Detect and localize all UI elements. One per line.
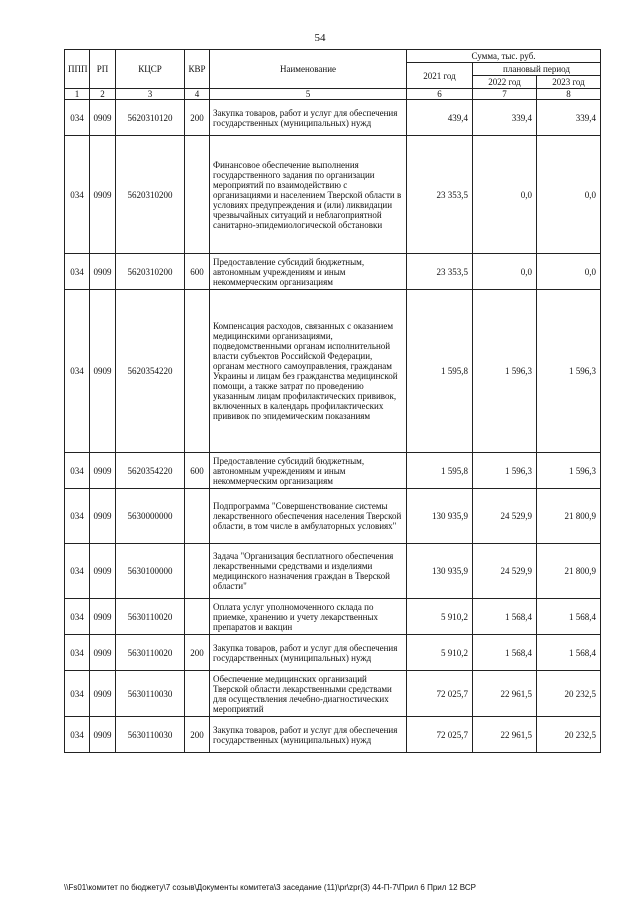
column-index: 2 — [90, 89, 116, 100]
cell-amount-2022: 24 529,9 — [473, 489, 537, 544]
cell-amount-2022: 0,0 — [473, 136, 537, 254]
cell-kcsr: 5630110020 — [116, 599, 185, 635]
cell-amount-2022: 24 529,9 — [473, 544, 537, 599]
cell-amount-2023: 1 568,4 — [537, 635, 601, 671]
header-rp: РП — [90, 50, 116, 89]
cell-amount-2021: 72 025,7 — [407, 671, 473, 717]
cell-rp: 0909 — [90, 544, 116, 599]
cell-rp: 0909 — [90, 136, 116, 254]
cell-kvr: 200 — [185, 635, 210, 671]
cell-kcsr: 5630100000 — [116, 544, 185, 599]
cell-kcsr: 5620310200 — [116, 254, 185, 290]
cell-amount-2021: 130 935,9 — [407, 489, 473, 544]
cell-kvr — [185, 136, 210, 254]
cell-rp: 0909 — [90, 671, 116, 717]
header-kvr: КВР — [185, 50, 210, 89]
cell-amount-2022: 339,4 — [473, 100, 537, 136]
column-index: 6 — [407, 89, 473, 100]
cell-amount-2023: 1 596,3 — [537, 290, 601, 453]
cell-amount-2023: 0,0 — [537, 136, 601, 254]
cell-name: Закупка товаров, работ и услуг для обеспечения государственных (муниципальных) нужд — [210, 635, 407, 671]
cell-rp: 0909 — [90, 100, 116, 136]
cell-ppp: 034 — [65, 254, 90, 290]
cell-name: Оплата услуг уполномоченного склада по приемке, хранению и учету лекарственных препаратов и вакцин — [210, 599, 407, 635]
cell-rp: 0909 — [90, 254, 116, 290]
cell-kcsr: 5620354220 — [116, 453, 185, 489]
cell-rp: 0909 — [90, 717, 116, 753]
table-row — [65, 254, 601, 290]
cell-ppp: 034 — [65, 489, 90, 544]
cell-amount-2022: 1 568,4 — [473, 635, 537, 671]
cell-name: Закупка товаров, работ и услуг для обеспечения государственных (муниципальных) нужд — [210, 100, 407, 136]
cell-ppp: 034 — [65, 453, 90, 489]
cell-kvr — [185, 290, 210, 453]
column-index: 1 — [65, 89, 90, 100]
table-row — [65, 136, 601, 254]
cell-kcsr: 5620310200 — [116, 136, 185, 254]
table-row — [65, 100, 601, 136]
cell-rp: 0909 — [90, 635, 116, 671]
cell-amount-2023: 1 568,4 — [537, 599, 601, 635]
header-year-2021: 2021 год — [407, 63, 473, 89]
cell-kvr: 600 — [185, 453, 210, 489]
cell-ppp: 034 — [65, 100, 90, 136]
cell-name: Задача "Организация бесплатного обеспечения лекарственными средствами и изделиями медицинского назначения граждан в Тверской области" — [210, 544, 407, 599]
cell-rp: 0909 — [90, 489, 116, 544]
page-number: 54 — [314, 32, 326, 44]
column-index: 5 — [210, 89, 407, 100]
table-row — [65, 453, 601, 489]
cell-amount-2022: 22 961,5 — [473, 717, 537, 753]
cell-name: Закупка товаров, работ и услуг для обеспечения государственных (муниципальных) нужд — [210, 717, 407, 753]
table-header — [65, 50, 601, 100]
cell-kvr: 200 — [185, 100, 210, 136]
cell-kcsr: 5620310120 — [116, 100, 185, 136]
cell-kvr — [185, 599, 210, 635]
cell-kvr: 200 — [185, 717, 210, 753]
table-row — [65, 635, 601, 671]
cell-ppp: 034 — [65, 544, 90, 599]
table-body — [65, 100, 601, 753]
cell-ppp: 034 — [65, 635, 90, 671]
cell-rp: 0909 — [90, 453, 116, 489]
cell-name: Обеспечение медицинских организаций Тверской области лекарственными средствами для осуществления лечебно-диагностических мероприятий — [210, 671, 407, 717]
cell-ppp: 034 — [65, 599, 90, 635]
cell-amount-2023: 20 232,5 — [537, 717, 601, 753]
table-row — [65, 544, 601, 599]
cell-kvr — [185, 544, 210, 599]
cell-amount-2022: 1 596,3 — [473, 453, 537, 489]
cell-ppp: 034 — [65, 136, 90, 254]
header-year-2023: 2023 год — [537, 76, 601, 89]
cell-amount-2022: 0,0 — [473, 254, 537, 290]
cell-ppp: 034 — [65, 290, 90, 453]
cell-ppp: 034 — [65, 717, 90, 753]
header-name: Наименование — [210, 50, 407, 89]
cell-amount-2021: 439,4 — [407, 100, 473, 136]
cell-amount-2022: 1 568,4 — [473, 599, 537, 635]
cell-name: Предоставление субсидий бюджетным, автономным учреждениям и иным некоммерческим организациям — [210, 453, 407, 489]
cell-name: Подпрограмма "Совершенствование системы лекарственного обеспечения населения Тверской области, в том числе в амбулаторных условиях" — [210, 489, 407, 544]
cell-amount-2021: 130 935,9 — [407, 544, 473, 599]
cell-kcsr: 5630110030 — [116, 717, 185, 753]
cell-amount-2021: 5 910,2 — [407, 599, 473, 635]
cell-name: Предоставление субсидий бюджетным, автономным учреждениям и иным некоммерческим организациям — [210, 254, 407, 290]
cell-amount-2023: 0,0 — [537, 254, 601, 290]
cell-amount-2023: 21 800,9 — [537, 489, 601, 544]
header-year-2022: 2022 год — [473, 76, 537, 89]
cell-amount-2023: 21 800,9 — [537, 544, 601, 599]
table-row — [65, 290, 601, 453]
header-ppp: ППП — [65, 50, 90, 89]
cell-amount-2023: 20 232,5 — [537, 671, 601, 717]
cell-amount-2021: 23 353,5 — [407, 254, 473, 290]
cell-kcsr: 5630110030 — [116, 671, 185, 717]
cell-kcsr: 5620354220 — [116, 290, 185, 453]
footer-file-path: \\Fs01\комитет по бюджету\7 созыв\Документы комитета\3 заседание (11)\pr\zpr(3) 44-П-7\Прил 6 Прил 12 ВСР — [64, 883, 476, 892]
cell-kcsr: 5630110020 — [116, 635, 185, 671]
cell-name: Финансовое обеспечение выполнения государственного задания по организации мероприятий по взаимодействию с организациями и населением Тверской области в условиях предупреждения и (или) ликвидации чрезвычайных ситуаций и неблагоприятной санитарно-эпидемиологической обстановки — [210, 136, 407, 254]
table-row — [65, 599, 601, 635]
table-row — [65, 489, 601, 544]
budget-table — [64, 49, 601, 753]
table-row — [65, 717, 601, 753]
cell-kvr: 600 — [185, 254, 210, 290]
header-kcsr: КЦСР — [116, 50, 185, 89]
column-index: 7 — [473, 89, 537, 100]
cell-amount-2023: 339,4 — [537, 100, 601, 136]
column-index-row — [65, 89, 601, 100]
cell-name: Компенсация расходов, связанных с оказанием медицинскими организациями, подведомственными органам исполнительной власти субъектов Российской Федерации, органам местного самоуправления, гражданам Украины и лицам без гражданства медицинской помощи, а также затрат по проведению указанным лицам профилактических прививок, включенных в календарь профилактических прививок по эпидемическим показаниям — [210, 290, 407, 453]
cell-amount-2022: 22 961,5 — [473, 671, 537, 717]
cell-amount-2022: 1 596,3 — [473, 290, 537, 453]
column-index: 3 — [116, 89, 185, 100]
cell-rp: 0909 — [90, 290, 116, 453]
cell-kvr — [185, 489, 210, 544]
cell-rp: 0909 — [90, 599, 116, 635]
column-index: 8 — [537, 89, 601, 100]
header-sum: Сумма, тыс. руб. — [407, 50, 601, 63]
cell-amount-2021: 5 910,2 — [407, 635, 473, 671]
cell-ppp: 034 — [65, 671, 90, 717]
cell-amount-2021: 1 595,8 — [407, 290, 473, 453]
cell-amount-2023: 1 596,3 — [537, 453, 601, 489]
header-planned-period: плановый период — [473, 63, 601, 76]
cell-kvr — [185, 671, 210, 717]
cell-amount-2021: 72 025,7 — [407, 717, 473, 753]
cell-amount-2021: 1 595,8 — [407, 453, 473, 489]
cell-kcsr: 5630000000 — [116, 489, 185, 544]
cell-amount-2021: 23 353,5 — [407, 136, 473, 254]
column-index: 4 — [185, 89, 210, 100]
table-row — [65, 671, 601, 717]
